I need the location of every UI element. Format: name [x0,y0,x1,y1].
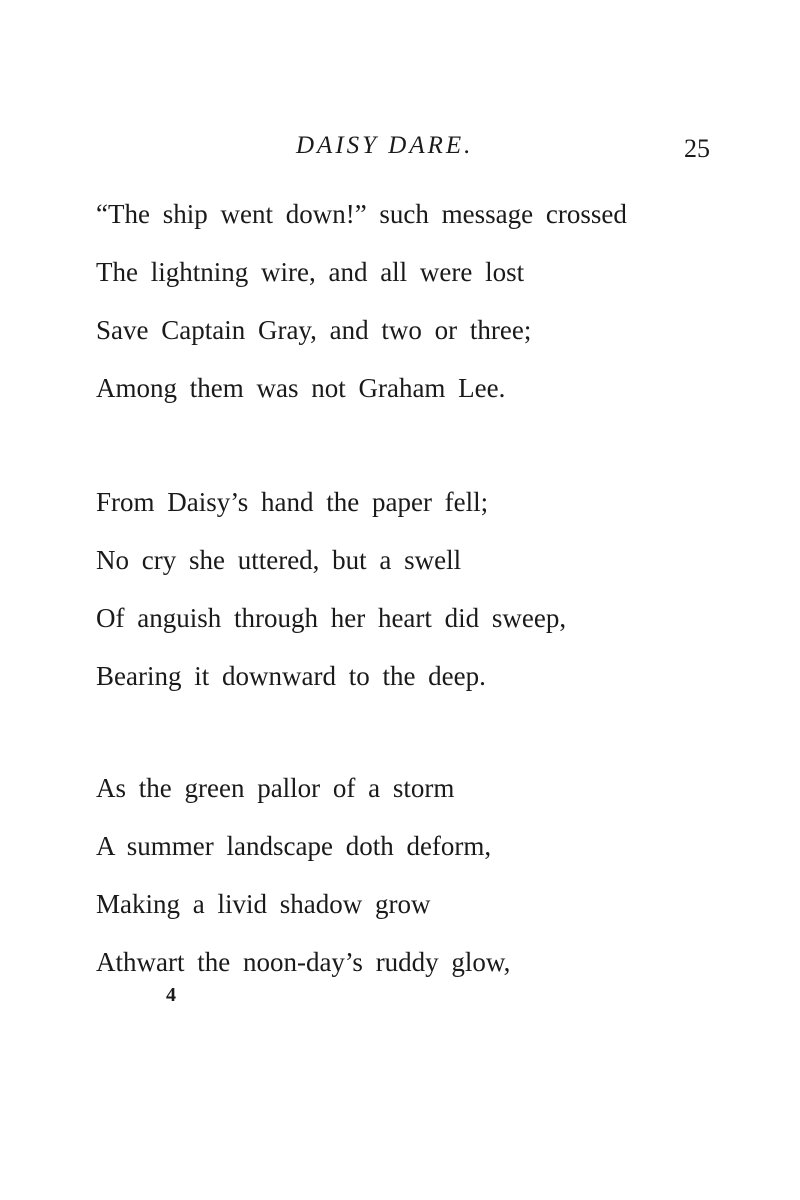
signature-mark: 4 [166,984,176,1006]
running-title: DAISY DARE. [296,132,474,159]
poem-line: From Daisy’s hand the paper fell; [96,487,489,517]
poem-line: The lightning wire, and all were lost [96,257,525,287]
poem-line: A summer landscape doth deform, [96,831,492,861]
poem-line: Bearing it downward to the deep. [96,661,486,691]
poem-line: Save Captain Gray, and two or three; [96,315,532,345]
poem-line: As the green pallor of a storm [96,773,455,803]
poem-line: Of anguish through her heart did sweep, [96,603,567,633]
poem-line: “The ship went down!” such message crossed [96,199,627,229]
page-number: 25 [684,134,710,163]
poem-line: No cry she uttered, but a swell [96,545,462,575]
poem-line: Athwart the noon-day’s ruddy glow, [96,947,511,977]
poem-line: Among them was not Graham Lee. [96,373,506,403]
poem-line: Making a livid shadow grow [96,889,431,919]
